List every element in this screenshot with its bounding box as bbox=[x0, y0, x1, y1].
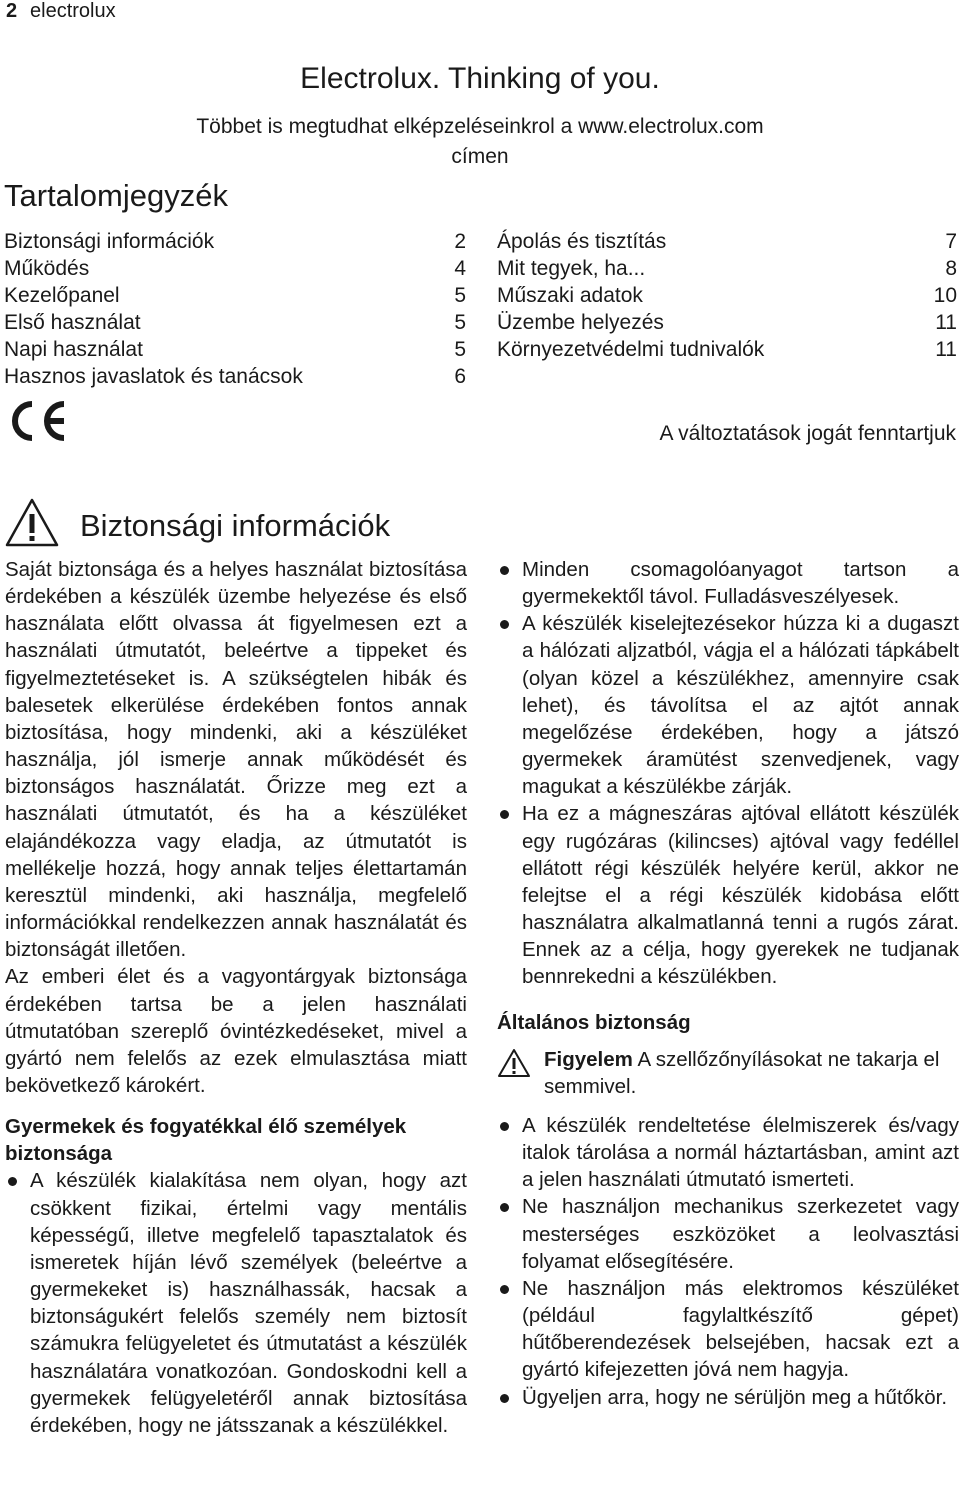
subtitle-line-2: címen bbox=[451, 145, 509, 168]
list-item: Minden csomagolóanyagot tartson a gyermekektől távol. Fulladásveszélyesek. bbox=[497, 556, 959, 610]
children-safety-list bbox=[5, 1167, 467, 1439]
toc-entry-label: Üzembe helyezés bbox=[497, 311, 664, 334]
toc-entry-page: 10 bbox=[933, 284, 957, 307]
toc-entry-label: Kezelőpanel bbox=[4, 284, 120, 307]
toc-title: Tartalomjegyzék bbox=[4, 178, 228, 213]
warning-text: A szellőzőnyílásokat ne takarja el semmivel. bbox=[544, 1047, 940, 1098]
toc-entry-page: 8 bbox=[945, 257, 957, 280]
toc-entry-page: 2 bbox=[454, 230, 466, 253]
toc-entry-label: Első használat bbox=[4, 311, 141, 334]
list-item: Ne használjon mechanikus szerkezetet vagy mesterséges eszközöket a leolvasztási folyamat elősegítésére. bbox=[497, 1193, 959, 1274]
list-item: Ha ez a mágneszáras ajtóval ellátott készülék egy rugózáras (kilincses) ajtóval vagy fedéllel ellátott régi készülék helyére kerül, akkor ne felejtse el a régi készülék kidobása előtt használatra alkalmatlanná tenni a rugós zárat. Ennek az a célja, hogy gyerekek ne tudjanak bennrekedni a készülékben. bbox=[497, 800, 959, 990]
children-safety-list-continued bbox=[497, 556, 959, 991]
toc-entry-page: 11 bbox=[935, 311, 957, 334]
intro-paragraph: Saját biztonsága és a helyes használat biztosítása érdekében a készülék üzembe helyezése és első használata előtt olvassa át figyelmesen ezt a használati útmutatót, beleértve a tippeket és figyelmeztetéseket is. A szükségtelen hibák és balesetek elkerülése érdekében fontos annak biztosítása, hogy mindenki, aki a készüléket használja, jól ismerje annak működését és biztonságos használatát. Őrizze meg ezt a használati útmutatót, és ha a készüléket elajándékozza vagy eladja, az útmutatót is mellékelje hozzá, hogy annak teljes élettartamán keresztül mindenki, aki használja, megfelelő információkkal rendelkezzen annak használatát és biztonságát illetően. bbox=[5, 558, 467, 962]
toc-entry-label: Mit tegyek, ha... bbox=[497, 257, 646, 280]
subtitle-line-1: Többet is megtudhat elképzeléseinkrol a www.electrolux.com bbox=[196, 115, 764, 138]
toc-right-column bbox=[497, 228, 957, 363]
toc-entry-label: Ápolás és tisztítás bbox=[497, 230, 667, 253]
toc-entry-label: Működés bbox=[4, 257, 90, 280]
toc-entry[interactable] bbox=[497, 336, 957, 363]
toc-entry-page: 6 bbox=[454, 365, 466, 388]
toc-entry[interactable] bbox=[4, 255, 466, 282]
toc-entry-label: Hasznos javaslatok és tanácsok bbox=[4, 365, 303, 388]
toc-entry[interactable] bbox=[497, 282, 957, 309]
warning-triangle-icon bbox=[497, 1048, 531, 1079]
rights-note: A változtatások jogát fenntartjuk bbox=[659, 422, 956, 445]
toc-entry[interactable] bbox=[497, 309, 957, 336]
section-title: Biztonsági információk bbox=[80, 508, 391, 543]
warning-label: Figyelem bbox=[544, 1047, 633, 1071]
toc-entry-page: 5 bbox=[454, 311, 466, 334]
toc-entry-label: Napi használat bbox=[4, 338, 143, 361]
list-item: A készülék kiselejtezésekor húzza ki a dugaszt a hálózati aljzatból, vágja el a hálózati tápkábelt (olyan közel a készülékhez, amennyire csak lehet), és távolítsa el az ajtót annak megelőzése érdekében, hogy a játszó gyermekek áramütést szenvedjenek, vagy magukat a készülékbe zárják. bbox=[497, 610, 959, 800]
list-item: Ne használjon más elektromos készüléket (például fagylaltkészítő gépet) hűtőberendezések belsejében, hacsak ezt a gyártó kifejezetten jóvá nem hagyja. bbox=[497, 1275, 959, 1384]
brand-name: electrolux bbox=[30, 0, 116, 22]
page-number: 2 bbox=[6, 0, 18, 22]
subtitle bbox=[0, 112, 960, 172]
toc-entry[interactable] bbox=[4, 228, 466, 255]
toc-left-column bbox=[4, 228, 466, 390]
toc-entry[interactable] bbox=[4, 282, 466, 309]
toc-entry-page: 5 bbox=[454, 338, 466, 361]
warning-note bbox=[497, 1046, 959, 1100]
toc-entry[interactable] bbox=[4, 336, 466, 363]
toc-entry[interactable] bbox=[4, 309, 466, 336]
toc-entry[interactable] bbox=[497, 228, 957, 255]
toc-entry[interactable] bbox=[497, 255, 957, 282]
general-safety-list bbox=[497, 1112, 959, 1411]
toc-entry-page: 11 bbox=[935, 338, 957, 361]
toc-entry-label: Műszaki adatok bbox=[497, 284, 643, 307]
toc-entry-label: Környezetvédelmi tudnivalók bbox=[497, 338, 765, 361]
list-item: A készülék kialakítása nem olyan, hogy azt csökkent fizikai, értelmi vagy mentális képességű, illetve megfelelő tapasztalatok és ismeretek híján lévő személyek (beleértve a gyermekeket is) használhassák, hacsak a biztonságukért felelős személy nem biztosít számukra felügyeletet és útmutatást a készülék használatára vonatkozóan. Gondoskodni kell a gyermekek felügyeletéről annak biztosítása érdekében, hogy ne játsszanak a készülékkel. bbox=[5, 1167, 467, 1439]
toc-entry-page: 7 bbox=[945, 230, 957, 253]
ce-mark-icon bbox=[4, 398, 68, 444]
list-item: Ügyeljen arra, hogy ne sérüljön meg a hűtőkör. bbox=[497, 1384, 959, 1411]
right-text-column bbox=[497, 556, 959, 1411]
general-safety-heading: Általános biztonság bbox=[497, 1010, 691, 1034]
left-text-column bbox=[5, 556, 467, 1439]
children-safety-heading: Gyermekek és fogyatékkal élő személyek biztonsága bbox=[5, 1115, 407, 1166]
warning-triangle-icon bbox=[4, 497, 60, 549]
intro-paragraph: Az emberi élet és a vagyontárgyak biztonsága érdekében tartsa be a jelen használati útmutatóban szereplő óvintézkedéseket, mivel a gyártó nem felelős az ezek elmulasztása miatt bekövetkező károkért. bbox=[5, 965, 467, 1097]
slogan: Electrolux. Thinking of you. bbox=[300, 62, 660, 95]
list-item: A készülék rendeltetése élelmiszerek és/vagy italok tárolása a normál háztartásban, amint azt a jelen használati útmutató ismerteti. bbox=[497, 1112, 959, 1193]
toc-entry[interactable] bbox=[4, 363, 466, 390]
toc-entry-label: Biztonsági információk bbox=[4, 230, 215, 253]
toc-entry-page: 4 bbox=[454, 257, 466, 280]
toc-entry-page: 5 bbox=[454, 284, 466, 307]
